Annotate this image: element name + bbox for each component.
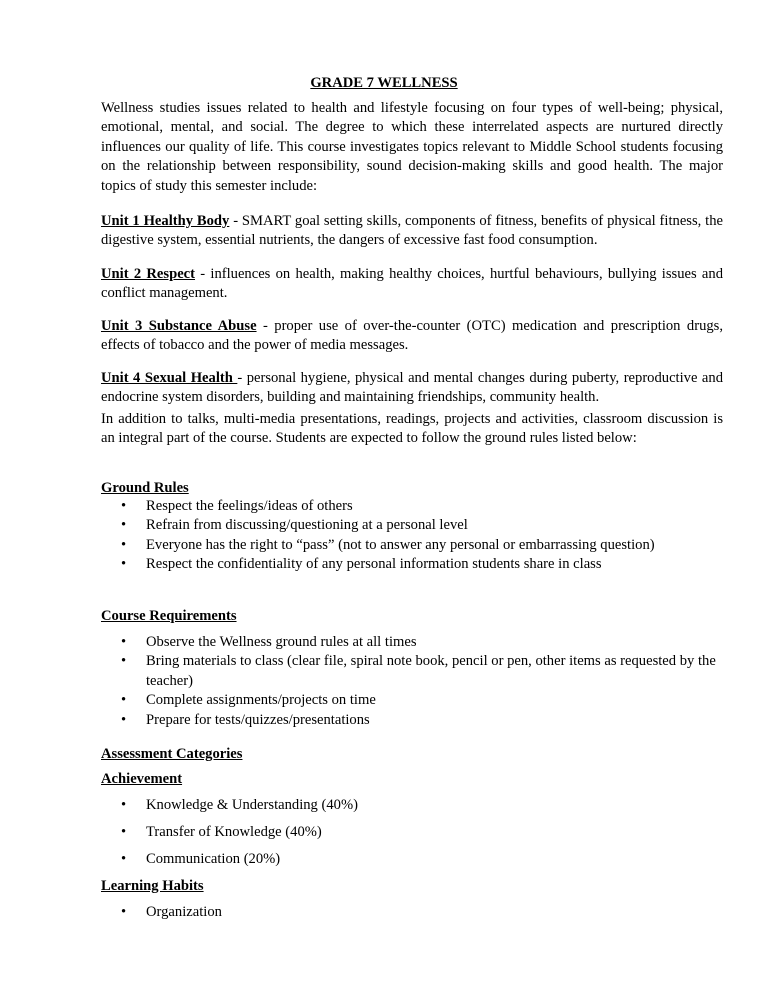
bullet-icon: • xyxy=(121,653,127,670)
achievement-list xyxy=(101,796,723,869)
list-item: • Communication (20%) xyxy=(101,850,723,869)
list-item: • Observe the Wellness ground rules at all times xyxy=(101,633,723,652)
assessment-categories-heading: Assessment Categories xyxy=(101,746,243,762)
unit-3-paragraph xyxy=(101,317,723,356)
bullet-icon: • xyxy=(121,797,127,813)
list-item: • Bring materials to class (clear file, spiral note book, pencil or pen, other items as requested by the teacher) xyxy=(121,653,716,689)
learning-habits-heading: Learning Habits xyxy=(101,878,204,894)
unit-4-paragraph xyxy=(101,369,723,408)
list-item: • Respect the feelings/ideas of others xyxy=(101,497,723,516)
unit-2-label: Unit 2 Respect xyxy=(101,266,196,282)
bullet-icon: • xyxy=(121,850,127,867)
course-requirements-list xyxy=(101,633,723,730)
unit-1-label: Unit 1 Healthy Body xyxy=(101,213,230,229)
bullet-icon: • xyxy=(121,556,127,573)
page-title: GRADE 7 WELLNESS xyxy=(310,75,458,91)
achievement-heading: Achievement xyxy=(101,771,183,787)
unit-4-label: Unit 4 Sexual Health xyxy=(101,370,238,386)
unit-1-paragraph xyxy=(101,212,723,251)
list-item: • Everyone has the right to “pass” (not to answer any personal or embarrassing question) xyxy=(101,536,723,555)
unit-3-label: Unit 3 Substance Abuse xyxy=(101,318,257,334)
list-item: • Respect the confidentiality of any personal information students share in class xyxy=(101,555,723,574)
unit-1-text: - SMART goal setting skills, components of fitness, benefits of physical fitness, the digestive system, essential nutrients, the dangers of excessive fast food consumption. xyxy=(101,213,723,249)
unit-2-paragraph xyxy=(101,265,723,304)
list-item: • Organization xyxy=(101,903,723,922)
ground-rules-list xyxy=(101,497,723,575)
list-item: • Complete assignments/projects on time xyxy=(101,691,723,710)
list-item: • Knowledge & Understanding (40%) xyxy=(101,796,723,815)
bullet-icon: • xyxy=(121,536,127,553)
learning-habits-list xyxy=(101,903,723,922)
intro-paragraph: Wellness studies issues related to health and lifestyle focusing on four types of well-being; physical, emotional, mental, and social. The degree to which these interrelated aspects are nurtured directly influences our quality of life. This course investigates topics relevant to Middle School students focusing on the relationship between responsibility, sound decision-making skills and good health. The major topics of study this semester include: xyxy=(101,100,723,194)
unit-3-text: - proper use of over-the-counter (OTC) medication and prescription drugs, effects of tobacco and the power of media messages. xyxy=(101,318,723,354)
list-item: • Refrain from discussing/questioning at a personal level xyxy=(101,516,723,535)
bullet-icon: • xyxy=(121,517,127,534)
unit-4-text: - personal hygiene, physical and mental changes during puberty, reproductive and endocrine system disorders, building and maintaining friendships, community health. xyxy=(101,370,723,406)
bullet-icon: • xyxy=(121,904,127,920)
unit-2-text: - influences on health, making healthy choices, hurtful behaviours, bullying issues and conflict management. xyxy=(101,266,723,302)
bullet-icon: • xyxy=(121,634,127,650)
list-item: • Prepare for tests/quizzes/presentations xyxy=(101,711,723,730)
bullet-icon: • xyxy=(121,692,127,709)
bullet-icon: • xyxy=(121,823,127,840)
list-item: • Transfer of Knowledge (40%) xyxy=(101,823,723,842)
ground-rules-heading: Ground Rules xyxy=(101,480,189,496)
bullet-icon: • xyxy=(121,498,127,514)
course-requirements-heading: Course Requirements xyxy=(101,608,237,624)
addition-paragraph: In addition to talks, multi-media presentations, readings, projects and activities, classroom discussion is an integral part of the course. Students are expected to follow the ground rules listed below: xyxy=(101,411,723,447)
bullet-icon: • xyxy=(121,711,127,728)
